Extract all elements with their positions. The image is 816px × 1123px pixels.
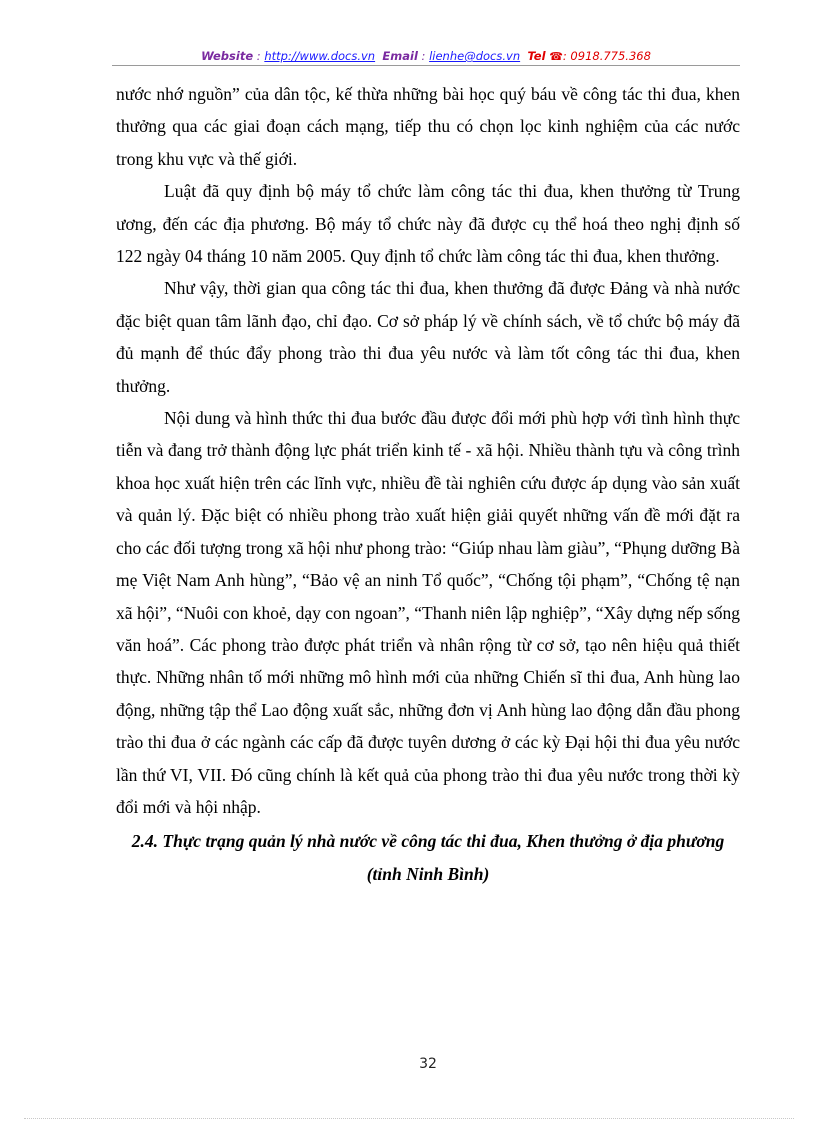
email-link[interactable]: lienhe@docs.vn [429, 49, 521, 63]
page-header [112, 47, 740, 66]
paragraph: Luật đã quy định bộ máy tổ chức làm công tác thi đua, khen thưởng từ Trung ương, đến các địa phương. Bộ máy tổ chức này đã được cụ thể hoá theo nghị định số 122 ngày 04 tháng 10 năm 2005. Quy định tổ chức làm công tác thi đua, khen thưởng. [116, 181, 740, 267]
website-link[interactable]: http://www.docs.vn [264, 49, 376, 63]
website-separator: : [253, 49, 265, 63]
tel-number: : 0918.775.368 [562, 49, 651, 63]
section-heading: 2.4. Thực trạng quản lý nhà nước về công tác thi đua, Khen thưởng ở địa phương (tỉnh Ninh Bình) [131, 831, 725, 884]
tel-label: Tel [527, 49, 546, 63]
page-number: 32 [419, 1056, 437, 1072]
paragraph: Như vậy, thời gian qua công tác thi đua, khen thưởng đã được Đảng và nhà nước đặc biệt quan tâm lãnh đạo, chỉ đạo. Cơ sở pháp lý về chính sách, về tổ chức bộ máy đã đủ mạnh để thúc đẩy phong trào thi đua yêu nước và làm tốt công tác thi đua, khen thưởng. [116, 278, 740, 396]
phone-icon: ☎ [549, 50, 563, 63]
email-label: Email [382, 49, 418, 63]
page-bottom-border [24, 1118, 794, 1119]
document-body [116, 78, 740, 890]
paragraph: nước nhớ nguồn” của dân tộc, kế thừa những bài học quý báu về công tác thi đua, khen thưởng qua các giai đoạn cách mạng, tiếp thu có chọn lọc kinh nghiệm của các nước trong khu vực và thế giới. [116, 84, 740, 169]
paragraph: Nội dung và hình thức thi đua bước đầu được đổi mới phù hợp với tình hình thực tiễn và đang trở thành động lực phát triển kinh tế - xã hội. Nhiều thành tựu và công trình khoa học xuất hiện trên các lĩnh vực, nhiều đề tài nghiên cứu được áp dụng vào sản xuất và quản lý. Đặc biệt có nhiều phong trào xuất hiện giải quyết những vấn đề mới đặt ra cho các đối tượng trong xã hội như phong trào: “Giúp nhau làm giàu”, “Phụng dưỡng Bà mẹ Việt Nam Anh hùng”, “Bảo vệ an ninh Tổ quốc”, “Chống tội phạm”, “Chống tệ nạn xã hội”, “Nuôi con khoẻ, dạy con ngoan”, “Thanh niên lập nghiệp”, “Xây dựng nếp sống văn hoá”. Các phong trào được phát triển và nhân rộng từ cơ sở, tạo nên hiệu quả thiết thực. Những nhân tố mới những mô hình mới của những Chiến sĩ thi đua, Anh hùng lao động, những tập thể Lao động xuất sắc, những đơn vị Anh hùng lao động dẫn đầu phong trào thi đua ở các ngành các cấp đã được tuyên dương ở các kỳ Đại hội thi đua yêu nước lần thứ VI, VII. Đó cũng chính là kết quả của phong trào thi đua yêu nước trong thời kỳ đổi mới và hội nhập. [116, 408, 740, 817]
email-separator: : [417, 49, 430, 63]
website-label: Website [201, 49, 254, 63]
